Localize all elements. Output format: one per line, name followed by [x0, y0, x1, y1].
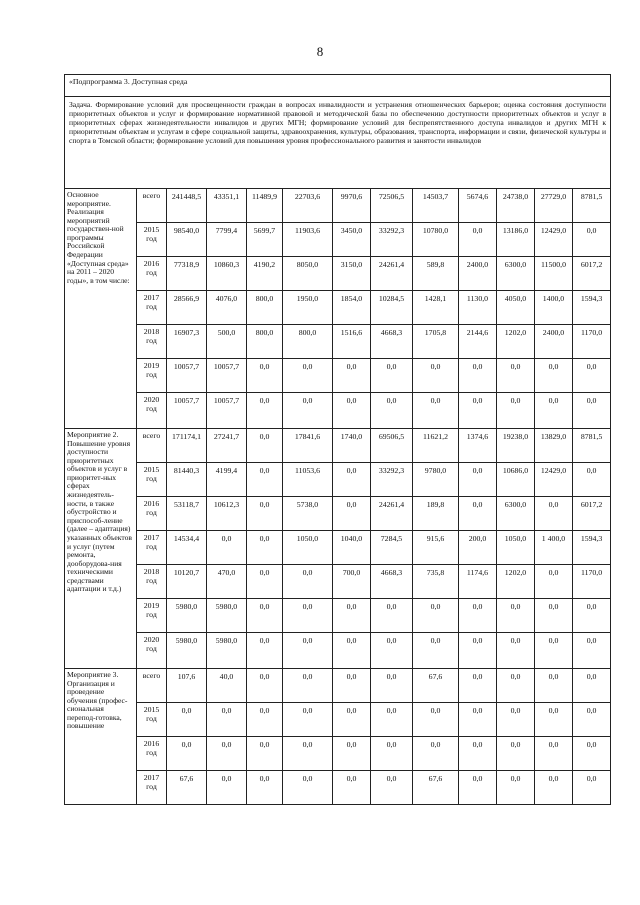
value-cell: 5980,0	[207, 633, 247, 669]
value-cell: 1594,3	[573, 291, 611, 325]
value-cell: 500,0	[207, 325, 247, 359]
value-cell: 200,0	[459, 531, 497, 565]
value-cell: 0,0	[573, 703, 611, 737]
value-cell: 0,0	[413, 633, 459, 669]
value-cell: 700,0	[333, 565, 371, 599]
table-row	[65, 429, 611, 463]
value-cell: 0,0	[535, 737, 573, 771]
year-cell: 2020 год	[137, 633, 167, 669]
value-cell: 43351,1	[207, 189, 247, 223]
activity-name: Мероприятие 3. Организация и проведение обучения (профес-сиональная перепод-готовка, повышение	[65, 669, 137, 805]
value-cell: 0,0	[413, 393, 459, 429]
value-cell: 0,0	[413, 599, 459, 633]
value-cell: 11489,9	[247, 189, 283, 223]
value-cell: 189,8	[413, 497, 459, 531]
value-cell: 24261,4	[371, 257, 413, 291]
value-cell: 24261,4	[371, 497, 413, 531]
value-cell: 0,0	[207, 737, 247, 771]
value-cell: 0,0	[283, 703, 333, 737]
value-cell: 0,0	[283, 393, 333, 429]
value-cell: 0,0	[535, 703, 573, 737]
value-cell: 4668,3	[371, 325, 413, 359]
value-cell: 10057,7	[167, 393, 207, 429]
value-cell: 0,0	[497, 633, 535, 669]
value-cell: 0,0	[497, 703, 535, 737]
value-cell: 9970,6	[333, 189, 371, 223]
value-cell: 0,0	[371, 669, 413, 703]
value-cell: 0,0	[371, 703, 413, 737]
value-cell: 0,0	[497, 771, 535, 805]
value-cell: 10612,3	[207, 497, 247, 531]
value-cell: 10284,5	[371, 291, 413, 325]
table-row	[65, 359, 611, 393]
table-row	[65, 771, 611, 805]
value-cell: 1040,0	[333, 531, 371, 565]
value-cell: 0,0	[247, 771, 283, 805]
value-cell: 4076,0	[207, 291, 247, 325]
value-cell: 14503,7	[413, 189, 459, 223]
value-cell: 0,0	[247, 531, 283, 565]
value-cell: 67,6	[413, 669, 459, 703]
value-cell: 1130,0	[459, 291, 497, 325]
value-cell: 10057,7	[167, 359, 207, 393]
value-cell: 5980,0	[167, 599, 207, 633]
value-cell: 0,0	[247, 633, 283, 669]
value-cell: 0,0	[333, 633, 371, 669]
value-cell: 0,0	[247, 497, 283, 531]
value-cell: 0,0	[333, 393, 371, 429]
value-cell: 0,0	[573, 463, 611, 497]
value-cell: 1202,0	[497, 325, 535, 359]
value-cell: 0,0	[535, 771, 573, 805]
value-cell: 0,0	[535, 497, 573, 531]
value-cell: 10686,0	[497, 463, 535, 497]
value-cell: 0,0	[573, 737, 611, 771]
value-cell: 0,0	[333, 669, 371, 703]
value-cell: 5738,0	[283, 497, 333, 531]
value-cell: 6017,2	[573, 257, 611, 291]
value-cell: 0,0	[167, 737, 207, 771]
table-row	[65, 325, 611, 359]
value-cell: 1594,3	[573, 531, 611, 565]
year-cell: 2016 год	[137, 497, 167, 531]
value-cell: 67,6	[413, 771, 459, 805]
value-cell: 6017,2	[573, 497, 611, 531]
value-cell: 0,0	[207, 531, 247, 565]
value-cell: 13829,0	[535, 429, 573, 463]
value-cell: 53118,7	[167, 497, 207, 531]
value-cell: 0,0	[573, 771, 611, 805]
value-cell: 0,0	[247, 703, 283, 737]
value-cell: 0,0	[497, 737, 535, 771]
value-cell: 9780,0	[413, 463, 459, 497]
year-cell: 2020 год	[137, 393, 167, 429]
value-cell: 3150,0	[333, 257, 371, 291]
value-cell: 0,0	[573, 393, 611, 429]
value-cell: 0,0	[459, 393, 497, 429]
value-cell: 0,0	[247, 393, 283, 429]
value-cell: 10860,3	[207, 257, 247, 291]
table-row	[65, 463, 611, 497]
value-cell: 27241,7	[207, 429, 247, 463]
value-cell: 0,0	[573, 669, 611, 703]
value-cell: 2144,6	[459, 325, 497, 359]
value-cell: 1428,1	[413, 291, 459, 325]
value-cell: 0,0	[535, 393, 573, 429]
year-cell: 2017 год	[137, 531, 167, 565]
value-cell: 4199,4	[207, 463, 247, 497]
value-cell: 33292,3	[371, 223, 413, 257]
subprogram-title: «Подпрограмма 3. Доступная среда	[65, 75, 611, 97]
value-cell: 14534,4	[167, 531, 207, 565]
year-cell: 2018 год	[137, 325, 167, 359]
value-cell: 10780,0	[413, 223, 459, 257]
value-cell: 5674,6	[459, 189, 497, 223]
value-cell: 0,0	[459, 669, 497, 703]
year-cell: 2016 год	[137, 257, 167, 291]
value-cell: 0,0	[459, 497, 497, 531]
table-row	[65, 599, 611, 633]
value-cell: 1202,0	[497, 565, 535, 599]
year-cell: 2018 год	[137, 565, 167, 599]
value-cell: 0,0	[497, 669, 535, 703]
value-cell: 0,0	[283, 771, 333, 805]
value-cell: 0,0	[497, 359, 535, 393]
value-cell: 16907,3	[167, 325, 207, 359]
table-row	[65, 531, 611, 565]
activity-name: Основное мероприятие. Реализация мероприятий государствен-ной программы Российской Федерации «Доступная среда» на 2011 – 2020 годы», в том числе:	[65, 189, 137, 429]
year-cell: 2017 год	[137, 771, 167, 805]
value-cell: 12429,0	[535, 463, 573, 497]
value-cell: 1516,6	[333, 325, 371, 359]
value-cell: 0,0	[247, 565, 283, 599]
value-cell: 2400,0	[535, 325, 573, 359]
value-cell: 7799,4	[207, 223, 247, 257]
value-cell: 0,0	[283, 599, 333, 633]
value-cell: 0,0	[371, 737, 413, 771]
value-cell: 0,0	[459, 737, 497, 771]
value-cell: 0,0	[247, 737, 283, 771]
year-cell: всего	[137, 669, 167, 703]
value-cell: 0,0	[573, 223, 611, 257]
value-cell: 5980,0	[207, 599, 247, 633]
value-cell: 10120,7	[167, 565, 207, 599]
table-row	[65, 633, 611, 669]
value-cell: 0,0	[497, 393, 535, 429]
value-cell: 0,0	[459, 463, 497, 497]
value-cell: 69506,5	[371, 429, 413, 463]
value-cell: 1174,6	[459, 565, 497, 599]
value-cell: 13186,0	[497, 223, 535, 257]
value-cell: 1854,0	[333, 291, 371, 325]
value-cell: 0,0	[333, 359, 371, 393]
value-cell: 1400,0	[535, 291, 573, 325]
table-row	[65, 257, 611, 291]
year-cell: 2015 год	[137, 463, 167, 497]
value-cell: 72506,5	[371, 189, 413, 223]
value-cell: 0,0	[333, 703, 371, 737]
value-cell: 0,0	[247, 429, 283, 463]
activity-name: Мероприятие 2. Повышение уровня доступности приоритетных объектов и услуг в приоритет-ных сферах жизнедеятель-ности, в также обустройство и приспособ-ление (далее – адаптация) указанных объектов и услуг (путем ремонта, дооборудова-ния техническими средствами адаптации и т.д.)	[65, 429, 137, 669]
value-cell: 107,6	[167, 669, 207, 703]
value-cell: 27729,0	[535, 189, 573, 223]
year-cell: всего	[137, 189, 167, 223]
year-cell: 2019 год	[137, 599, 167, 633]
table-row	[65, 703, 611, 737]
value-cell: 0,0	[459, 703, 497, 737]
value-cell: 0,0	[413, 737, 459, 771]
value-cell: 77318,9	[167, 257, 207, 291]
value-cell: 5980,0	[167, 633, 207, 669]
value-cell: 0,0	[535, 599, 573, 633]
value-cell: 0,0	[535, 633, 573, 669]
value-cell: 24738,0	[497, 189, 535, 223]
value-cell: 0,0	[459, 599, 497, 633]
page-number: 8	[316, 44, 324, 59]
value-cell: 4190,2	[247, 257, 283, 291]
table-row	[65, 565, 611, 599]
value-cell: 10057,7	[207, 359, 247, 393]
table-row	[65, 497, 611, 531]
value-cell: 0,0	[497, 599, 535, 633]
value-cell: 1170,0	[573, 325, 611, 359]
value-cell: 800,0	[247, 325, 283, 359]
value-cell: 1950,0	[283, 291, 333, 325]
value-cell: 5699,7	[247, 223, 283, 257]
value-cell: 1 400,0	[535, 531, 573, 565]
value-cell: 19238,0	[497, 429, 535, 463]
value-cell: 10057,7	[207, 393, 247, 429]
year-cell: всего	[137, 429, 167, 463]
value-cell: 0,0	[247, 669, 283, 703]
value-cell: 470,0	[207, 565, 247, 599]
value-cell: 0,0	[573, 599, 611, 633]
value-cell: 0,0	[247, 599, 283, 633]
value-cell: 0,0	[535, 669, 573, 703]
table-row	[65, 189, 611, 223]
value-cell: 915,6	[413, 531, 459, 565]
value-cell: 0,0	[459, 223, 497, 257]
year-cell: 2017 год	[137, 291, 167, 325]
value-cell: 0,0	[459, 359, 497, 393]
year-cell: 2015 год	[137, 223, 167, 257]
table-row	[65, 223, 611, 257]
value-cell: 241448,5	[167, 189, 207, 223]
value-cell: 0,0	[333, 737, 371, 771]
value-cell: 589,8	[413, 257, 459, 291]
year-cell: 2015 год	[137, 703, 167, 737]
value-cell: 0,0	[283, 669, 333, 703]
value-cell: 1050,0	[497, 531, 535, 565]
value-cell: 0,0	[371, 359, 413, 393]
value-cell: 800,0	[283, 325, 333, 359]
value-cell: 4668,3	[371, 565, 413, 599]
value-cell: 67,6	[167, 771, 207, 805]
value-cell: 1170,0	[573, 565, 611, 599]
value-cell: 11500,0	[535, 257, 573, 291]
value-cell: 4050,0	[497, 291, 535, 325]
value-cell: 12429,0	[535, 223, 573, 257]
budget-table	[64, 74, 611, 805]
year-cell: 2016 год	[137, 737, 167, 771]
value-cell: 0,0	[333, 497, 371, 531]
value-cell: 0,0	[283, 633, 333, 669]
value-cell: 3450,0	[333, 223, 371, 257]
table-row	[65, 669, 611, 703]
value-cell: 7284,5	[371, 531, 413, 565]
value-cell: 11621,2	[413, 429, 459, 463]
value-cell: 0,0	[535, 359, 573, 393]
value-cell: 40,0	[207, 669, 247, 703]
value-cell: 735,8	[413, 565, 459, 599]
value-cell: 0,0	[371, 771, 413, 805]
value-cell: 0,0	[283, 565, 333, 599]
year-cell: 2019 год	[137, 359, 167, 393]
value-cell: 1740,0	[333, 429, 371, 463]
value-cell: 0,0	[459, 633, 497, 669]
value-cell: 0,0	[413, 359, 459, 393]
table-row	[65, 737, 611, 771]
value-cell: 0,0	[207, 771, 247, 805]
value-cell: 0,0	[573, 359, 611, 393]
value-cell: 0,0	[247, 359, 283, 393]
value-cell: 0,0	[167, 703, 207, 737]
value-cell: 28566,9	[167, 291, 207, 325]
value-cell: 2400,0	[459, 257, 497, 291]
value-cell: 8781,5	[573, 429, 611, 463]
value-cell: 0,0	[371, 393, 413, 429]
value-cell: 800,0	[247, 291, 283, 325]
value-cell: 1374,6	[459, 429, 497, 463]
task-description: Задача. Формирование условий для просвещенности граждан в вопросах инвалидности и устранения отношенческих барьеров; оценка состояния доступности приоритетных объектов и услуг и формирование нормативной правовой и методической базы по обеспечению доступности приоритетных объектов и услуг в приоритетных сферах жизнедеятельности инвалидов и других МГН; формирование условий для беспрепятственного доступа инвалидов и других МГН к приоритетным объектам и услугам в сфере социальной защиты, здравоохранения, культуры, образования, транспорта, информации и связи, физической культуры и спорта в Томской области; формирование условий для повышения уровня профессионального развития и занятости инвалидов	[65, 97, 611, 189]
value-cell: 0,0	[459, 771, 497, 805]
value-cell: 8050,0	[283, 257, 333, 291]
value-cell: 11053,6	[283, 463, 333, 497]
value-cell: 17841,6	[283, 429, 333, 463]
value-cell: 1050,0	[283, 531, 333, 565]
table-row	[65, 393, 611, 429]
value-cell: 0,0	[207, 703, 247, 737]
value-cell: 6300,0	[497, 497, 535, 531]
value-cell: 0,0	[247, 463, 283, 497]
value-cell: 81440,3	[167, 463, 207, 497]
value-cell: 98540,0	[167, 223, 207, 257]
value-cell: 171174,1	[167, 429, 207, 463]
value-cell: 1705,8	[413, 325, 459, 359]
value-cell: 0,0	[283, 359, 333, 393]
value-cell: 0,0	[535, 565, 573, 599]
value-cell: 22703,6	[283, 189, 333, 223]
value-cell: 0,0	[573, 633, 611, 669]
table-row	[65, 291, 611, 325]
value-cell: 0,0	[333, 599, 371, 633]
value-cell: 0,0	[413, 703, 459, 737]
value-cell: 0,0	[333, 463, 371, 497]
value-cell: 0,0	[333, 771, 371, 805]
value-cell: 8781,5	[573, 189, 611, 223]
value-cell: 6300,0	[497, 257, 535, 291]
value-cell: 11903,6	[283, 223, 333, 257]
value-cell: 0,0	[371, 633, 413, 669]
value-cell: 0,0	[371, 599, 413, 633]
value-cell: 33292,3	[371, 463, 413, 497]
value-cell: 0,0	[283, 737, 333, 771]
